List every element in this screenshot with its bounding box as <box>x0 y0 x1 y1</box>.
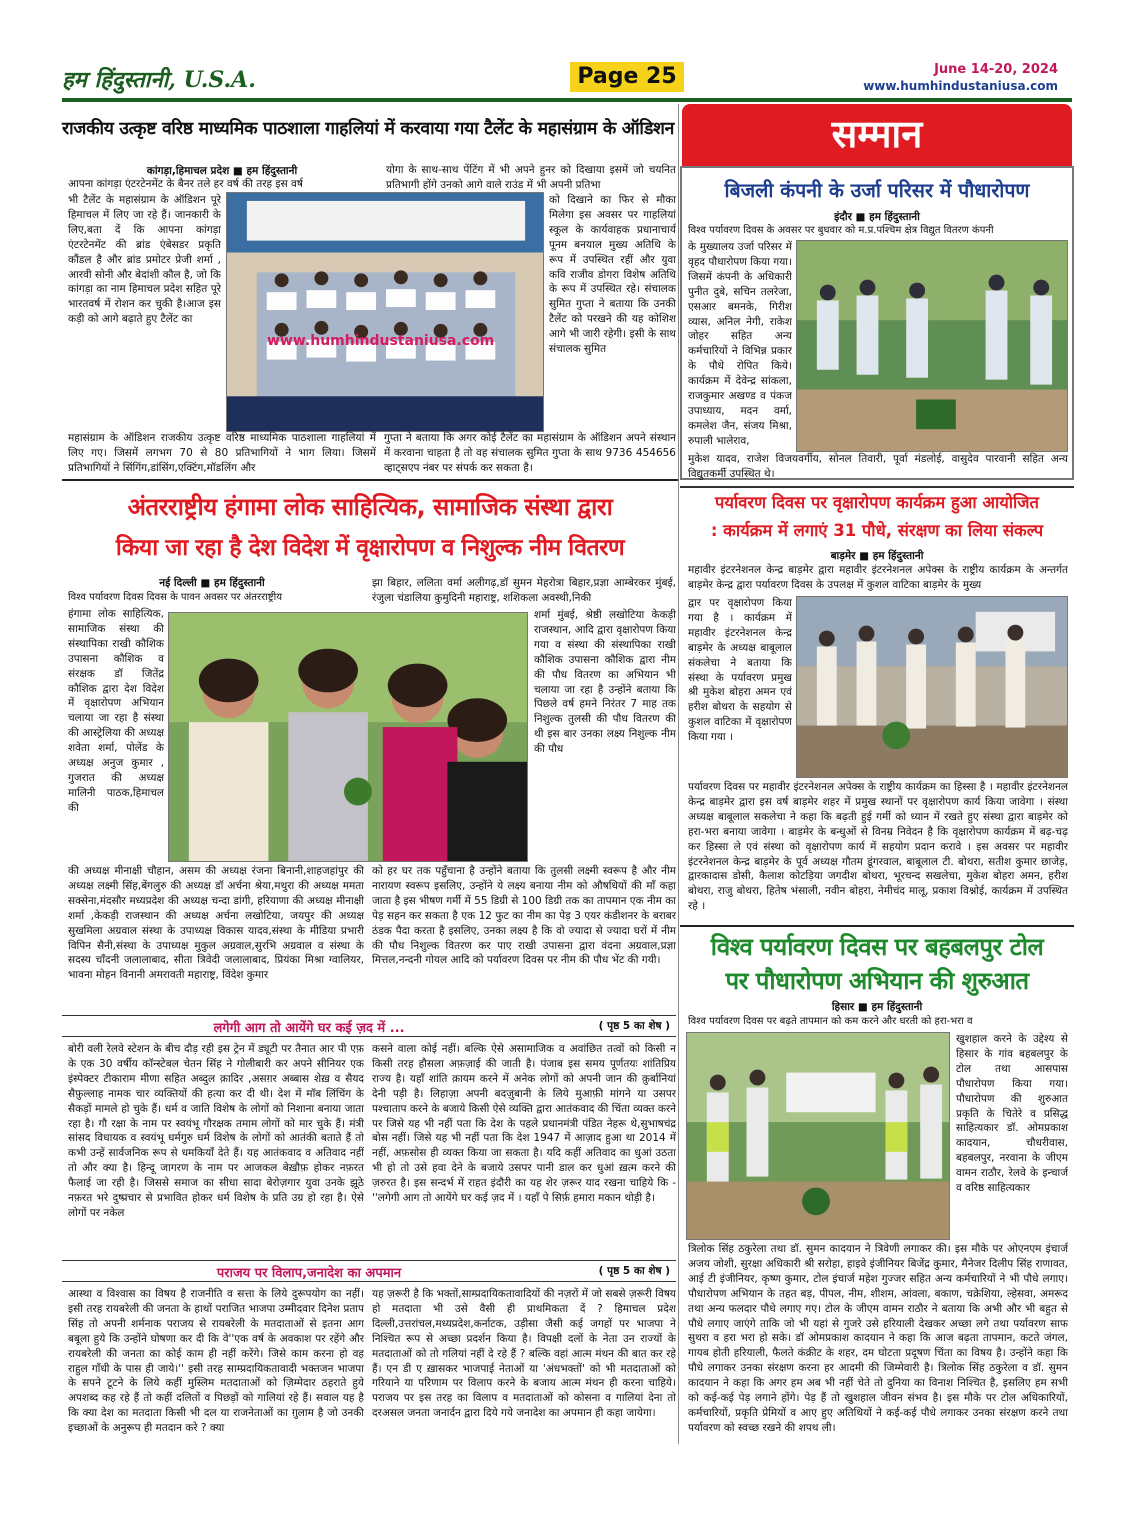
article3-dateline: बाड़मेर ■ हम हिंदुस्तानी <box>830 550 924 562</box>
rule-1 <box>62 479 678 481</box>
article1-bottom-right: गुप्ता ने बताया कि अगर कोई टैलेंट का महासंग्राम के ऑडिशन अपने संस्थान में करवाना चाहता है तो वह संचालक सुमित गुप्ता के साथ 9736 454656 व्हाट्सएप नंबर पर संपर्क कर सकता है। <box>384 432 676 474</box>
page-label: Page 25 <box>570 62 684 92</box>
article1-col2: को दिखाने का फिर से मौका मिलेगा इस अवसर पर गाहलियां स्कूल के कार्यवाहक प्रधानाचार्य पूनम बनयाल मुख्य अतिथि के रूप में उपस्थित रहीं और युवा कवि राजीव डोगरा विशेष अतिथि के रूप में उपस्थित रहे। संचालक सुमित गुप्ता ने बताया कि उनकी टैलेंट को परखने की यह कोशिश आगे भी जारी रहेगी। इसी के साथ संचालक सुमित <box>549 194 676 356</box>
article7-strip-ref: ( पृष्ठ 5 का शेष ) <box>598 1265 670 1277</box>
article1-col1: भी टैलेंट के महासंग्राम के ऑडिशन पूरे हिमाचल में लिए जा रहे हैं। जानकारी के लिए,बता दें कि आपना कांगड़ा एंटरटेनमेंट की ब्रांड एंबेसडर प्रकृति कौंडल है और ब्रांड प्रमोटर प्रेजी शर्मा , आरवी सोनी और बेदांशी कौल है, जो कि कांगड़ा का नाम हिमाचल प्रदेश सहित पूरे भारतवर्ष में रोशन कर चुकी है।आज इस कड़ी को आगे बढ़ाते हुए टैलेंट का <box>68 194 221 326</box>
article5-dateline: हिसार ■ हम हिंदुस्तानी <box>831 1001 923 1013</box>
column-divider <box>678 104 679 1444</box>
article5-bottom: त्रिलोक सिंह ठकुरेला तथा डॉ. सुमन कादयान ने त्रिवेणी लगाकर की। इस मौके पर ओएनएम इंचार्ज अजय जोशी, सुरक्षा अधिकारी श्री सरोहा, हाइवे इंजीनियर बिजेंद्र कुमार, मैनेजर दिलीप सिंह राणावत, आई टी इंजीनियर, कृष्ण कुमार, टोल इंचार्ज महेश गुज्जर सहित अन्य कर्मचारियों ने भी पौधे लगाए। पौधारोपण अभियान के तहत बड़, पीपल, नीम, शीशम, आंवला, बकाण, चक्रेशिया, ल्हेसवा, अमरूद तथा अन्य फलदार पौधे लगाए गए। टोल के जीएम वामन राठौर ने बताया कि अभी और भी बहुत से पौधे लगाए जाएंगे ताकि जो भी यहां से गुजरे उसे हरियाली देखकर अच्छा लगे तथा पर्यावरण साफ सुथरा व हरा भरा हो सके। डॉ ओमप्रकाश कादयान ने कहा कि आज बढ़ता तापमान, कटते जंगल, गायब होती हरियाली, फैलते कंक्रीट के शहर, दम घोटता प्रदूषण चिंता का विषय है। उन्होंने कहा कि पौधे लगाकर उनका संरक्षण करना हर आदमी की जिम्मेवारी है। त्रिलोक सिंह ठकुरेला व डॉ. सुमन कादयान ने कहा कि अगर हम अब भी नहीं चेते तो दुनिया का विनाश निश्चित है, इसलिए हम सभी को कई-कई पेड़ लगाने होंगे। पेड़ हैं तो खुशहाल जीवन संभव है। इस मौके पर टोल अधिकारियों, कर्मचारियों, प्रकृति प्रेमियों व आए हुए अतिथियों ने कई-कई पौधे लगाकर उनका संरक्षण करने तथा पर्यावरण को स्वच्छ रखने की शपथ ली। <box>688 1243 1068 1434</box>
article3-bottom: पर्यावरण दिवस पर महावीर इंटरनेशनल अपेक्स के राष्ट्रीय कार्यक्रम का हिस्सा है । महावीर इंटरनेशनल केन्द्र बाड़मेर द्वारा इस वर्ष बाड़मेर शहर में प्रमुख स्थानों पर वृक्षारोपण कार्य किया जावेगा । संस्था अध्यक्ष बाबूलाल सकलेचा ने कहा कि बढ़ती हुई गर्मी को ध्यान में रखते हुए संस्था द्वारा बाड़मेर को हरा-भरा बनाया जावेगा । बाड़मेर के बन्धुओं से विनम्र निवेदन है कि वृक्षारोपण कार्यक्रम में बढ़-चढ़ कर हिस्सा ले एवं संस्था को वृक्षारोपण कार्य में सहयोग प्रदान करावे । इस अवसर पर महावीर इंटरनेशनल केन्द्र बाड़मेर के पूर्व अध्यक्ष गौतम डूंगरवाल, बाबूलाल टी. बोथरा, सतीश कुमार छाजेड़, द्वारकादास डोसी, कैलाश कोटड़िया जगदीश बोथरा, भूरचन्द सखलेचा, मुकेश बोहरा अमन, हरीश बोथरा, राजु बोथरा, हितेष भंसाली, नवीन बोहरा, नेमीचंद मालू, प्रकाश विश्नोई, कार्यक्रम में उपस्थित रहे । <box>688 781 1068 913</box>
samman-photo <box>796 240 1068 452</box>
samman-bottom: मुकेश यादव, राजेश विजयवर्गीय, सोनल तिवारी, पूर्वा मंडलोई, वासुदेव पारवानी सहित अन्य विद्युतकर्मी उपस्थित थे। <box>688 453 1068 480</box>
samman-dateline: इंदौर ■ हम हिंदुस्तानी <box>834 211 920 223</box>
masthead <box>62 62 1072 98</box>
article4-right-top: झा बिहार, ललिता वर्मा अलीगढ़,डॉ सुमन मेहरोत्रा बिहार,प्रज्ञा आम्बेरकर मुंबई, रंजुला चंडालिया कुमुदिनी महाराष्ट्र, शशिकला अवस्थी,निकी <box>372 577 676 604</box>
article4-dateline: नई दिल्ली ■ हम हिंदुस्तानी <box>159 577 265 589</box>
article5-lead: विश्व पर्यावरण दिवस पर बढ़ते तापमान को कम करने और धरती को हरा-भरा व <box>688 1016 973 1027</box>
article1-dateline: कांगड़ा,हिमाचल प्रदेश ■ हम हिंदुस्तानी <box>146 165 298 177</box>
article7-strip-title: पराजय पर विलाप,जनादेश का अपमान <box>216 1266 402 1281</box>
article3-col: द्वार पर वृक्षारोपण किया गया है । कार्यक्रम में महावीर इंटरनेशनल केन्द्र बाड़मेर के अध्यक्ष बाबूलाल संकलेचा ने बताया कि संस्था के पर्यावरण प्रमुख श्री मुकेश बोहरा अमन एवं हरीश बोथरा के सहयोग से कुशल वाटिका में वृक्षारोपण किया गया । <box>688 597 792 744</box>
article3-headline-2: : कार्यक्रम में लगाएं 31 पौधे, संरक्षण का लिया संकल्प <box>710 521 1044 540</box>
samman-col: के मुख्यालय उर्जा परिसर में वृहद पौधारोपण किया गया। जिसमें कंपनी के अधिकारी पुनीत दुबे, सचिन तलरेजा, एसआर बमनके, गिरीश व्यास, अनिल नेगी, राकेश जोहर सहित अन्य कर्मचारियों ने विभिन्न प्रकार के पौधे रोपित किये। कार्यक्रम में देवेन्द्र सांकला, राजकुमार अखण्ड व पंकज उपाध्याय, मदन वर्मा, कमलेश जैन, संजय मिश्रा, रुपाली भालेराव, <box>688 241 792 447</box>
article5-headline-1: विश्व पर्यावरण दिवस पर बहबलपुर टोल <box>710 933 1044 961</box>
article3-headline-1: पर्यावरण दिवस पर वृक्षारोपण कार्यक्रम हुआ आयोजित <box>715 493 1039 512</box>
article4-headline-1: अंतरराष्ट्रीय हंगामा लोक साहित्यिक, सामाजिक संस्था द्वारा <box>127 493 613 521</box>
article6-col2: कसने वाला कोई नहीं। बल्कि ऐसे असामाजिक व अवांछित तत्वों को किसी न किसी तरह हौसला अफ़ज़ाई की जाती है। पंजाब इस समय पूर्णतयः शांतिप्रिय राज्य है। यहाँ शांति क़ायम करने में अनेक लोगों को अपनी जान की क़ुर्बानियां देनी पड़ी है। लिहाज़ा अपनी बदज़ुबानी के लिये मुआफ़ी मांगने या उसपर पश्चाताप करने के बजाये किसी ऐसे व्यक्ति द्वारा आतंकवाद की चिंता व्यक्त करने पर जिसे यह भी नहीं पता कि देश के पहले प्रधानमंत्री पंडित नेहरू थे,सुभाषचंद्र बोस नहीं। जिसे यह भी नहीं पता कि देश 1947 में आज़ाद हुआ था 2014 में नहीं, अफ़सोस ही व्यक्त किया जा सकता है। यदि कहीं अतिवाद का धुआं उठता भी हो तो उसे हवा देने के बजाये उसपर पानी डाल कर धुआं ख़त्म करने की ज़रुरत है। इस सन्दर्भ में राहत इंदौरी का यह शेर ज़रूर याद रखना चाहिये कि -''लगेगी आग तो आयेंगे घर कई ज़द में । यहाँ पे सिर्फ़ हमारा मकान थोड़ी है। <box>372 1043 676 1205</box>
samman-lead: विश्व पर्यावरण दिवस के अवसर पर बुधवार को म.प्र.पश्चिम क्षेत्र विद्युत वितरण कंपनी <box>688 225 994 236</box>
photo-watermark: www.humhindustaniusa.com <box>267 333 495 349</box>
article3-lead: महावीर इंटरनेशनल केन्द्र बाड़मेर द्वारा महावीर इंटरनेशनल अपेक्स के राष्ट्रीय कार्यक्रम के अन्तर्गत बाड़मेर केन्द्र द्वारा पर्यावरण दिवस के उपलक्ष में कुशल वाटिका बाड़मेर के मुख्य <box>688 564 1068 591</box>
article3-photo <box>796 596 1068 778</box>
article5-headline-2: पर पौधारोपण अभियान की शुरुआत <box>725 967 1029 995</box>
article1-col2-top: योगा के साथ-साथ पेंटिंग में भी अपने हुनर को दिखाया इसमें जो चयनित प्रतिभागी होंगे उनको आगे वाले राउंड में भी अपनी प्रतिभा <box>386 164 676 191</box>
article4-col2: शर्मा मुंबई, श्रेष्ठी लखोटिया केकड़ी राजस्थान, आदि द्वारा वृक्षारोपण किया गया व संस्था की संस्थापिका राखी कौशिक उपासना कौशिक द्वारा नीम की पौध वितरण का अभियान भी चलाया जा रहा है उन्होंने बताया कि पिछले वर्ष हमने निरंतर 7 माह तक निशुल्क तुलसी की पौध वितरण की थी इस बार उनका लक्ष्य निशुल्क नीम की पौध <box>534 609 676 756</box>
samman-banner-text: सम्मान <box>831 112 923 156</box>
article7-col2: यह ज़रूरी है कि भक्तों,साम्प्रदायिकतावादियों की नज़रों में जो सबसे ज़रूरी विषय हो मतदाता भी उसे वैसी ही प्राथमिकता दें ? हिमाचल प्रदेश दिल्ली,उत्तरांचल,मध्यप्रदेश,कर्नाटक, उड़ीसा जैसी कई जगहों पर भाजपा ने निश्चित रूप से अच्छा प्रदर्शन किया है। विपक्षी दलों के नेता उन राज्यों के मतदाताओं को तो गलियां नहीं दे रहे हैं ? बल्कि वहां आत्म मंथन की बात कर रहे हैं। एन डी ए ख़ासकर भाजपाई नेताओं या 'अंधभक्तों' को भी मतदाताओं को गरियाने या परिणाम पर विलाप करने के बजाय आत्म मंथन ही करना चाहिये। पराजय पर इस तरह का विलाप व मतदाताओं को कोसना व गालियां देना तो दरअसल जनता जनार्दन द्वारा दिये गये जनादेश का अपमान ही कहा जायेगा। <box>372 1288 676 1420</box>
article4-lead: विश्व पर्यावरण दिवस दिवस के पावन अवसर पर अंतरराष्ट्रीय <box>68 592 282 603</box>
article4-headline-2: किया जा रहा है देश विदेश में वृक्षारोपण व निशुल्क नीम वितरण <box>115 535 625 561</box>
article5-col: खुशहाल करने के उद्देश्य से हिसार के गांव बहबलपुर के टोल तथा आसपास पौधारोपण किया गया। पौधारोपण की शुरुआत प्रकृति के चितेरे व प्रसिद्ध साहित्यकार डॉ. ओमप्रकाश कादयान, चौधरीवास, बहबलपुर, नरवाना के जीएम वामन राठौर, रेलवे के इन्चार्ज व वरिष्ठ साहित्यकार <box>956 1033 1068 1195</box>
masthead-title: हम हिंदुस्तानी, U.S.A. <box>62 67 256 93</box>
article6-strip-ref: ( पृष्ठ 5 का शेष ) <box>598 1020 670 1032</box>
article1-headline: राजकीय उत्कृष्ट वरिष्ठ माध्यमिक पाठशाला गाहलियां में करवाया गया टैलेंट के महासंग्राम के ऑडिशन <box>62 119 675 139</box>
website[interactable]: www.humhindustaniusa.com <box>863 79 1058 93</box>
article4-bottom-right: को हर घर तक पहुँचाना है उन्होंने बताया कि तुलसी लक्ष्मी स्वरूप है और नीम नारायण स्वरूप इसलिए, उन्होंने ये लक्ष्य बनाया नीम को औषधियों की माँ कहा जाता है इस भीषण गर्मी में 55 डिग्री से 100 डिग्री तक का तापमान एक नीम का पेड़ सहन कर सकता है एक 12 फुट का नीम का पेड़ 3 एयर कंडीशनर के बराबर ठंडक पैदा करता है इसलिए, उनका लक्ष्य है कि वो ज्यादा से ज्यादा घरों में नीम की पौध निशुल्क वितरण कर पाए राखी उपासना द्वारा वंदना अग्रवाल,प्रज्ञा मित्तल,नन्दनी गोयल आदि को पर्यावरण दिवस पर नीम की पौध भेंट की गयी। <box>372 865 676 967</box>
article1-photo <box>226 192 544 432</box>
article4-photo <box>168 612 528 862</box>
article6-strip <box>62 1015 676 1037</box>
article5-photo <box>686 1032 950 1240</box>
article7-col1: आस्था व विश्वास का विषय है राजनीति व सत्ता के लिये दुरूपयोग का नहीं। इसी तरह रायबरेली की जनता के हाथों पराजित भाजपा उम्मीदवार दिनेश प्रताप सिंह तो अपनी शर्मनाक पराजय से रायबरेली के मतदाताओं से इतना आग बबूला हुये कि उन्होंने घोषणा कर दी कि वे''एक वर्ष के अवकाश पर रहेंगे और रायबरेली की जनता का कोई काम ही नहीं करेंगे। जिसे काम करना हो वह राहुल गाँधी के पास ही जाये।'' इसी तरह साम्प्रदायिकतावादी भक्तजन भाजपा के सपने टूटने के लिये कहीं मुस्लिम मतदाताओं को ज़िम्मेदार ठहराते हुये अपशब्द कह रहे हैं तो कहीं दलितों व पिछड़ों को गालियां रहे हैं। सवाल यह है कि क्या देश का मतदाता किसी भी दल या राजनेताओं का ग़ुलाम है जो उनकी इच्छाओं के अनुरूप ही मतदान करे ? क्या <box>68 1288 364 1435</box>
rule-right-1 <box>680 925 1074 927</box>
article6-strip-title: लगेगी आग तो आयेंगे घर कई ज़द में ... <box>213 1021 405 1036</box>
article4-bottom-left: की अध्यक्ष मीनाक्षी चौहान, असम की अध्यक्ष रंजना बिनानी,शाहजहांपुर की अध्यक्ष लक्ष्मी सिंह,बेंगलुरु की अध्यक्ष डॉ अर्चना श्रेया,मथुरा की अध्यक्ष ममता सक्सेना,मंदसौर मध्यप्रदेश की अध्यक्ष चन्दा डांगी, हरियाणा की अध्यक्ष मीनाक्षी शर्मा ,केकड़ी राजस्थान की अध्यक्ष अर्चना लखोटिया, जयपुर की अध्यक्ष सुखमिला अग्रवाल संस्था के उपाध्यक्ष विकास यादव,संस्था के मीडिया प्रभारी विपिन सैनी,संस्था के उपाध्यक्ष मुकुल अग्रवाल,सुरभि अग्रवाल व संस्था के सदस्य चाँदनी जलालाबाद, सीता त्रिवेदी जलालाबाद, प्रियंका मिश्रा ग्वालियर, भावना मोहन विनानी अमरावती महाराष्ट्र, विंदेश कुमार <box>68 865 364 982</box>
article1-lead: आपना कांगड़ा एंटरटेनमेंट के बैनर तले हर वर्ष की तरह इस वर्ष <box>68 178 303 190</box>
samman-headline: बिजली कंपनी के उर्जा परिसर में पौधारोपण <box>724 179 1030 202</box>
article4-col1: हंगामा लोक साहित्यिक, सामाजिक संस्था की संस्थापिका राखी कौशिक उपासना कौशिक व संरक्षक डॉ जितेंद्र कौशिक द्वारा देश विदेश में वृक्षारोपण अभियान चलाया जा रहा है संस्था की आस्ट्रेलिया की अध्यक्ष शवेता शर्मा, पोलेंड के अध्यक्ष अनुज कुमार , गुजरात की अध्यक्ष मालिनी पाठक,हिमाचल की <box>68 608 164 814</box>
article7-strip <box>62 1260 676 1282</box>
article1-bottom-left: महासंग्राम के ऑडिशन राजकीय उत्कृष्ट वरिष्ठ माध्यमिक पाठशाला गाहलियां में लिए गए। जिसमें लगभग 70 से 80 प्रतिभागियों ने भाग लिया। जिसमें प्रतिभागियों ने सिंगिंग,डांसिंग,एक्टिंग,मॉडलिंग और <box>68 432 376 474</box>
article6-col1: बोरी वली रेलवे स्टेशन के बीच दौड़ रही इस ट्रेन में ड्यूटी पर तैनात आर पी एफ़ के एक 30 वर्षीय कॉन्स्टेबल चेतन सिंह ने गोलीबारी कर अपने सीनियर एक इंस्पेक्टर टीकाराम मीणा सहित अब्दुल क़ादिर ,असग़र अब्बास शेख़ व सैयद सैफ़ुल्लाह नामक चार व्यक्तियों की हत्या कर दी थी। देश में मॉब लिंचिंग के सैकड़ों मामले हो चुके हैं। धर्म व जाति विशेष के लोगों को निशाना बनाया जाता रहा है। गौ रक्षा के नाम पर स्वयंभू गौरक्षक तमाम लोगों को मार चुके हैं। मंत्री सांसद विधायक व स्वयंभू धर्मगुरु धर्म विशेष के लोगों को आतंकी बताते हैं तो कभी उन्हें सार्वजनिक रूप से धमकियाँ देते हैं। यह आतंकवाद व अतिवाद नहीं तो और क्या है। हिन्दू जागरण के नाम पर आजकल बेख़ौफ़ होकर नफ़रत फैलाई जा रही है। जिससे समाज का सीधा सादा बेरोज़गार युवा उनके झूठे नफ़रत भरे दुष्प्रचार से प्रभावित होकर धर्म विशेष के प्रति उग्र हो रहा है। ऐसे लोगों पर नकेल <box>68 1043 364 1219</box>
samman-banner <box>682 104 1072 166</box>
issue-date: June 14-20, 2024 <box>934 62 1058 77</box>
masthead-rule <box>62 98 1072 102</box>
